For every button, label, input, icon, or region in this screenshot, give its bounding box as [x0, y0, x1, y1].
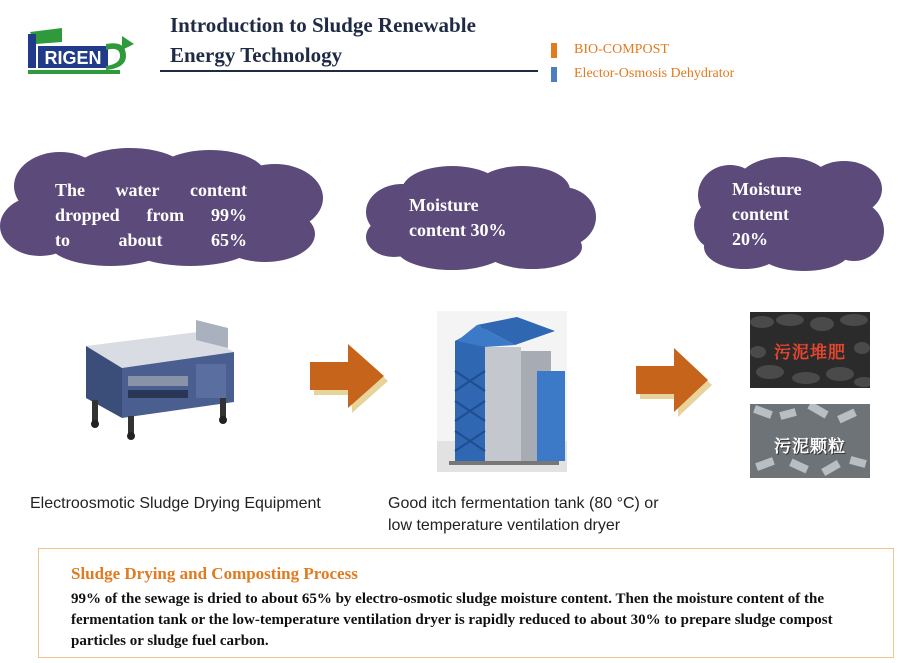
arrow-right-icon — [632, 346, 712, 418]
cloud-text — [55, 178, 247, 253]
page-title — [170, 10, 540, 70]
cloud-line: to about 65% — [55, 230, 247, 250]
title-line-1: Introduction to Sludge Renewable — [170, 13, 476, 37]
arrow-right-icon — [306, 342, 388, 414]
legend-swatch-orange — [551, 43, 557, 58]
fermentation-tank-image — [437, 311, 567, 472]
tank-caption-line-1: Good itch fermentation tank (80 °C) or — [388, 495, 659, 512]
electroosmotic-machine-image — [78, 318, 236, 440]
tank-caption — [388, 493, 708, 537]
cloud-water-content — [0, 146, 328, 268]
legend-item-dehydrator — [551, 62, 781, 86]
sludge-compost-image — [750, 312, 870, 388]
compost-label: 污泥堆肥 — [774, 343, 846, 363]
process-body: 99% of the sewage is dried to about 65% by electro-osmotic sludge moisture content. Then the moisture content of the fermentation tank or the low-temperature ventilation dryer is rapidly reduced to about 30% to prepare sludge compost particles or sludge fuel carbon. — [71, 591, 833, 649]
tank-caption-line-2: low temperature ventilation dryer — [388, 517, 621, 534]
title-line-2: Energy Technology — [170, 43, 343, 67]
cloud-moisture-20 — [694, 155, 886, 273]
cloud-line: dropped from 99% — [55, 205, 247, 225]
cloud-line: content — [732, 204, 789, 224]
process-description-box — [38, 548, 894, 658]
legend-label: BIO-COMPOST — [574, 42, 669, 57]
sludge-pellets-image — [750, 404, 870, 478]
cloud-line: Moisture — [732, 179, 802, 199]
legend-item-bio-compost — [551, 38, 781, 62]
legend-label: Elector-Osmosis Dehydrator — [574, 66, 735, 81]
cloud-line: content 30% — [409, 220, 507, 240]
cloud-line: 20% — [732, 229, 768, 249]
process-heading: Sludge Drying and Composting Process — [71, 564, 358, 583]
pellet-label: 污泥颗粒 — [774, 437, 846, 457]
logo-text: RIGEN — [44, 48, 102, 68]
equipment-caption: Electroosmotic Sludge Drying Equipment — [30, 495, 321, 512]
legend — [551, 38, 781, 86]
cloud-text — [409, 193, 569, 243]
rigen-logo — [22, 22, 140, 80]
cloud-line: Moisture — [409, 195, 479, 215]
cloud-moisture-30 — [362, 162, 598, 272]
cloud-text — [732, 177, 842, 252]
cloud-line: The water content — [55, 180, 247, 200]
title-underline — [160, 70, 538, 72]
legend-swatch-blue — [551, 67, 557, 82]
